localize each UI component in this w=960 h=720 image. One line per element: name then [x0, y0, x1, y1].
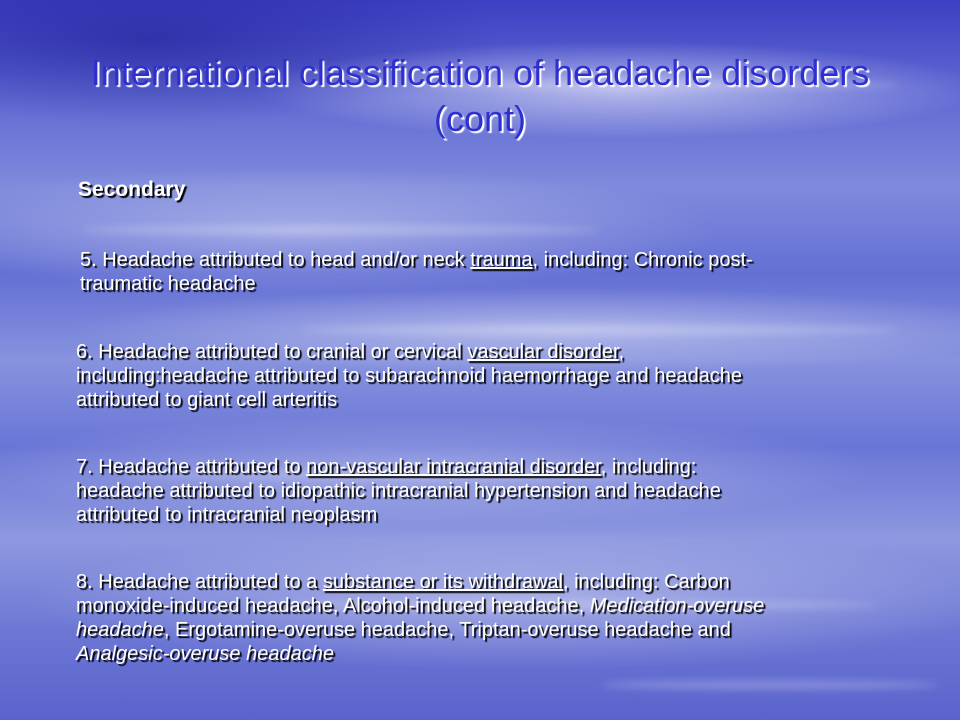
slide-title: [40, 50, 920, 142]
item-number: 6.: [76, 341, 93, 363]
item-keyword: non-vascular intracranial disorder: [306, 456, 601, 478]
background-streak: [300, 325, 900, 335]
item-text: including:headache attributed to subarachnoid haemorrhage and headache: [76, 365, 743, 387]
title-line-2: (cont): [433, 98, 527, 139]
item-number: 5.: [80, 249, 97, 271]
item-text: , Ergotamine-overuse headache, Triptan-overuse headache and: [163, 619, 731, 641]
item-keyword: substance or its withdrawal: [322, 571, 563, 593]
item-text: Headache attributed to head and/or neck: [102, 249, 471, 271]
list-item: [80, 248, 930, 296]
list-item: [76, 340, 926, 412]
item-text: Headache attributed to: [98, 456, 307, 478]
item-text: , including: Carbon: [562, 571, 730, 593]
item-italic-text: headache: [76, 619, 164, 641]
item-keyword: trauma: [470, 249, 533, 271]
item-number: 7.: [76, 456, 93, 478]
item-text: Headache attributed to cranial or cervical: [98, 341, 468, 363]
item-text: headache attributed to idiopathic intracranial hypertension and headache: [76, 480, 721, 502]
section-heading: Secondary: [78, 178, 186, 201]
item-text: , including: Chronic post-: [532, 249, 753, 271]
item-keyword: vascular disorder: [467, 341, 619, 363]
item-text: monoxide-induced headache, Alcohol-induced headache,: [76, 595, 590, 617]
item-italic-text: Medication-overuse: [589, 595, 765, 617]
title-line-1: International classification of headache disorders: [90, 52, 870, 93]
item-number: 8.: [76, 571, 93, 593]
item-text: Headache attributed to a: [98, 571, 323, 593]
background-streak: [600, 680, 940, 690]
item-italic-text: Analgesic-overuse headache: [76, 643, 334, 665]
background-streak: [80, 225, 600, 235]
item-text: attributed to intracranial neoplasm: [76, 504, 378, 526]
item-text: , including:: [600, 456, 697, 478]
item-text: ,: [618, 341, 625, 363]
list-item: [76, 455, 926, 527]
item-text: traumatic headache: [80, 273, 256, 295]
list-item: [76, 570, 926, 666]
item-text: attributed to giant cell arteritis: [76, 389, 338, 411]
